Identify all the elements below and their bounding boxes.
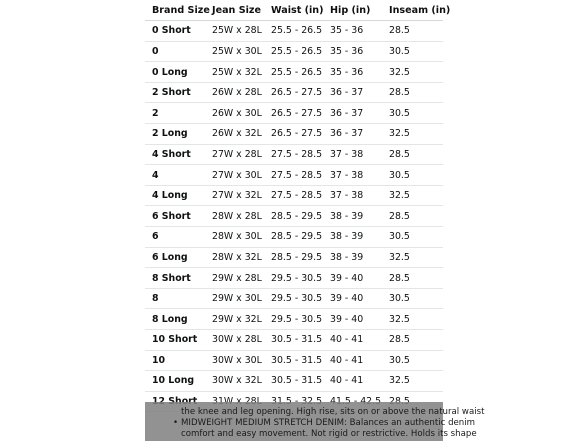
cell-inseam: 32.5 (382, 124, 443, 145)
cell-hip: 39 - 40 (323, 268, 382, 289)
description-line: the knee and leg opening. High rise, sits on or above the natural waist (181, 407, 485, 417)
cell-inseam: 32.5 (382, 185, 443, 206)
cell-inseam: 28.5 (382, 21, 443, 42)
cell-jean-size: 26W x 28L (205, 82, 264, 103)
cell-jean-size: 25W x 32L (205, 62, 264, 83)
cell-hip: 38 - 39 (323, 227, 382, 248)
cell-jean-size: 29W x 30L (205, 288, 264, 309)
cell-inseam: 28.5 (382, 144, 443, 165)
cell-jean-size: 28W x 28L (205, 206, 264, 227)
table-row (145, 41, 443, 62)
header-waist: Waist (in) (264, 0, 323, 21)
cell-jean-size: 25W x 28L (205, 21, 264, 42)
cell-hip: 37 - 38 (323, 165, 382, 186)
cell-jean-size: 30W x 30L (205, 350, 264, 371)
table-row (145, 62, 443, 83)
cell-hip: 36 - 37 (323, 103, 382, 124)
cell-jean-size: 26W x 30L (205, 103, 264, 124)
cell-jean-size: 29W x 28L (205, 268, 264, 289)
cell-waist: 26.5 - 27.5 (264, 124, 323, 145)
table-row (145, 124, 443, 145)
feature-bullet (145, 418, 476, 429)
feature-text: MIDWEIGHT MEDIUM STRETCH DENIM: Balances an authentic denim (181, 418, 476, 428)
cell-waist: 26.5 - 27.5 (264, 103, 323, 124)
cell-inseam: 30.5 (382, 41, 443, 62)
cell-brand-size: 10 (145, 350, 205, 371)
cell-brand-size: 8 Long (145, 309, 205, 330)
cell-hip: 37 - 38 (323, 144, 382, 165)
table-row (145, 268, 443, 289)
cell-waist: 28.5 - 29.5 (264, 227, 323, 248)
cell-hip: 40 - 41 (323, 350, 382, 371)
size-chart (145, 0, 485, 441)
cell-jean-size: 27W x 28L (205, 144, 264, 165)
table-row (145, 206, 443, 227)
cell-brand-size: 0 Short (145, 21, 205, 42)
cell-waist: 26.5 - 27.5 (264, 82, 323, 103)
cell-inseam: 30.5 (382, 227, 443, 248)
cell-brand-size: 2 (145, 103, 205, 124)
cell-waist: 27.5 - 28.5 (264, 144, 323, 165)
cell-hip: 36 - 37 (323, 82, 382, 103)
cell-brand-size: 8 (145, 288, 205, 309)
table-row (145, 165, 443, 186)
size-chart-table (145, 0, 451, 412)
cell-brand-size: 6 Short (145, 206, 205, 227)
header-inseam: Inseam (in) (382, 0, 443, 21)
cell-hip: 38 - 39 (323, 206, 382, 227)
bullet-icon: • (173, 418, 179, 428)
cell-hip: 38 - 39 (323, 247, 382, 268)
cell-inseam: 32.5 (382, 371, 443, 392)
cell-jean-size: 28W x 32L (205, 247, 264, 268)
table-row (145, 21, 443, 42)
cell-inseam: 30.5 (382, 103, 443, 124)
table-row (145, 350, 443, 371)
cell-waist: 28.5 - 29.5 (264, 247, 323, 268)
description-line: comfort and easy movement. Not rigid or restrictive. Holds its shape (181, 429, 477, 439)
cell-waist: 25.5 - 26.5 (264, 62, 323, 83)
cell-jean-size: 30W x 32L (205, 371, 264, 392)
table-row (145, 185, 443, 206)
cell-inseam: 32.5 (382, 247, 443, 268)
header-hip: Hip (in) (323, 0, 382, 21)
cell-waist: 30.5 - 31.5 (264, 330, 323, 351)
cell-jean-size: 29W x 32L (205, 309, 264, 330)
table-row (145, 247, 443, 268)
cell-inseam: 32.5 (382, 309, 443, 330)
cell-brand-size: 4 Long (145, 185, 205, 206)
cell-waist: 30.5 - 31.5 (264, 371, 323, 392)
cell-inseam: 32.5 (382, 62, 443, 83)
cell-brand-size: 0 Long (145, 62, 205, 83)
table-row (145, 330, 443, 351)
cell-hip: 35 - 36 (323, 62, 382, 83)
cell-jean-size: 27W x 30L (205, 165, 264, 186)
table-header-row (145, 0, 443, 21)
cell-waist: 27.5 - 28.5 (264, 185, 323, 206)
cell-jean-size: 25W x 30L (205, 41, 264, 62)
cell-brand-size: 4 Short (145, 144, 205, 165)
header-jean-size: Jean Size (205, 0, 264, 21)
cell-hip: 39 - 40 (323, 309, 382, 330)
cell-hip: 35 - 36 (323, 41, 382, 62)
cell-inseam: 28.5 (382, 206, 443, 227)
cell-hip: 36 - 37 (323, 124, 382, 145)
cell-inseam: 30.5 (382, 288, 443, 309)
cell-waist: 29.5 - 30.5 (264, 309, 323, 330)
cell-waist: 29.5 - 30.5 (264, 288, 323, 309)
cell-brand-size: 2 Short (145, 82, 205, 103)
cell-waist: 25.5 - 26.5 (264, 21, 323, 42)
table-row (145, 103, 443, 124)
cell-waist: 29.5 - 30.5 (264, 268, 323, 289)
cell-hip: 35 - 36 (323, 21, 382, 42)
cell-brand-size: 4 (145, 165, 205, 186)
cell-hip: 40 - 41 (323, 330, 382, 351)
cell-hip: 40 - 41 (323, 371, 382, 392)
cell-jean-size: 28W x 30L (205, 227, 264, 248)
header-brand-size: Brand Size (145, 0, 205, 21)
cell-waist: 25.5 - 26.5 (264, 41, 323, 62)
description-overlay (145, 402, 485, 441)
table-body (145, 21, 443, 412)
cell-brand-size: 10 Short (145, 330, 205, 351)
cell-waist: 28.5 - 29.5 (264, 206, 323, 227)
cell-brand-size: 6 Long (145, 247, 205, 268)
table-row (145, 82, 443, 103)
cell-brand-size: 10 Long (145, 371, 205, 392)
cell-jean-size: 30W x 28L (205, 330, 264, 351)
cell-brand-size: 8 Short (145, 268, 205, 289)
cell-waist: 27.5 - 28.5 (264, 165, 323, 186)
cell-brand-size: 0 (145, 41, 205, 62)
cell-jean-size: 26W x 32L (205, 124, 264, 145)
cell-hip: 39 - 40 (323, 288, 382, 309)
table-row (145, 371, 443, 392)
table-row (145, 144, 443, 165)
cell-hip: 37 - 38 (323, 185, 382, 206)
cell-inseam: 30.5 (382, 165, 443, 186)
table-row (145, 227, 443, 248)
cell-inseam: 28.5 (382, 330, 443, 351)
cell-brand-size: 6 (145, 227, 205, 248)
cell-brand-size: 2 Long (145, 124, 205, 145)
cell-waist: 30.5 - 31.5 (264, 350, 323, 371)
table-row (145, 288, 443, 309)
cell-inseam: 28.5 (382, 268, 443, 289)
cell-inseam: 30.5 (382, 350, 443, 371)
cell-inseam: 28.5 (382, 82, 443, 103)
cell-jean-size: 27W x 32L (205, 185, 264, 206)
table-row (145, 309, 443, 330)
